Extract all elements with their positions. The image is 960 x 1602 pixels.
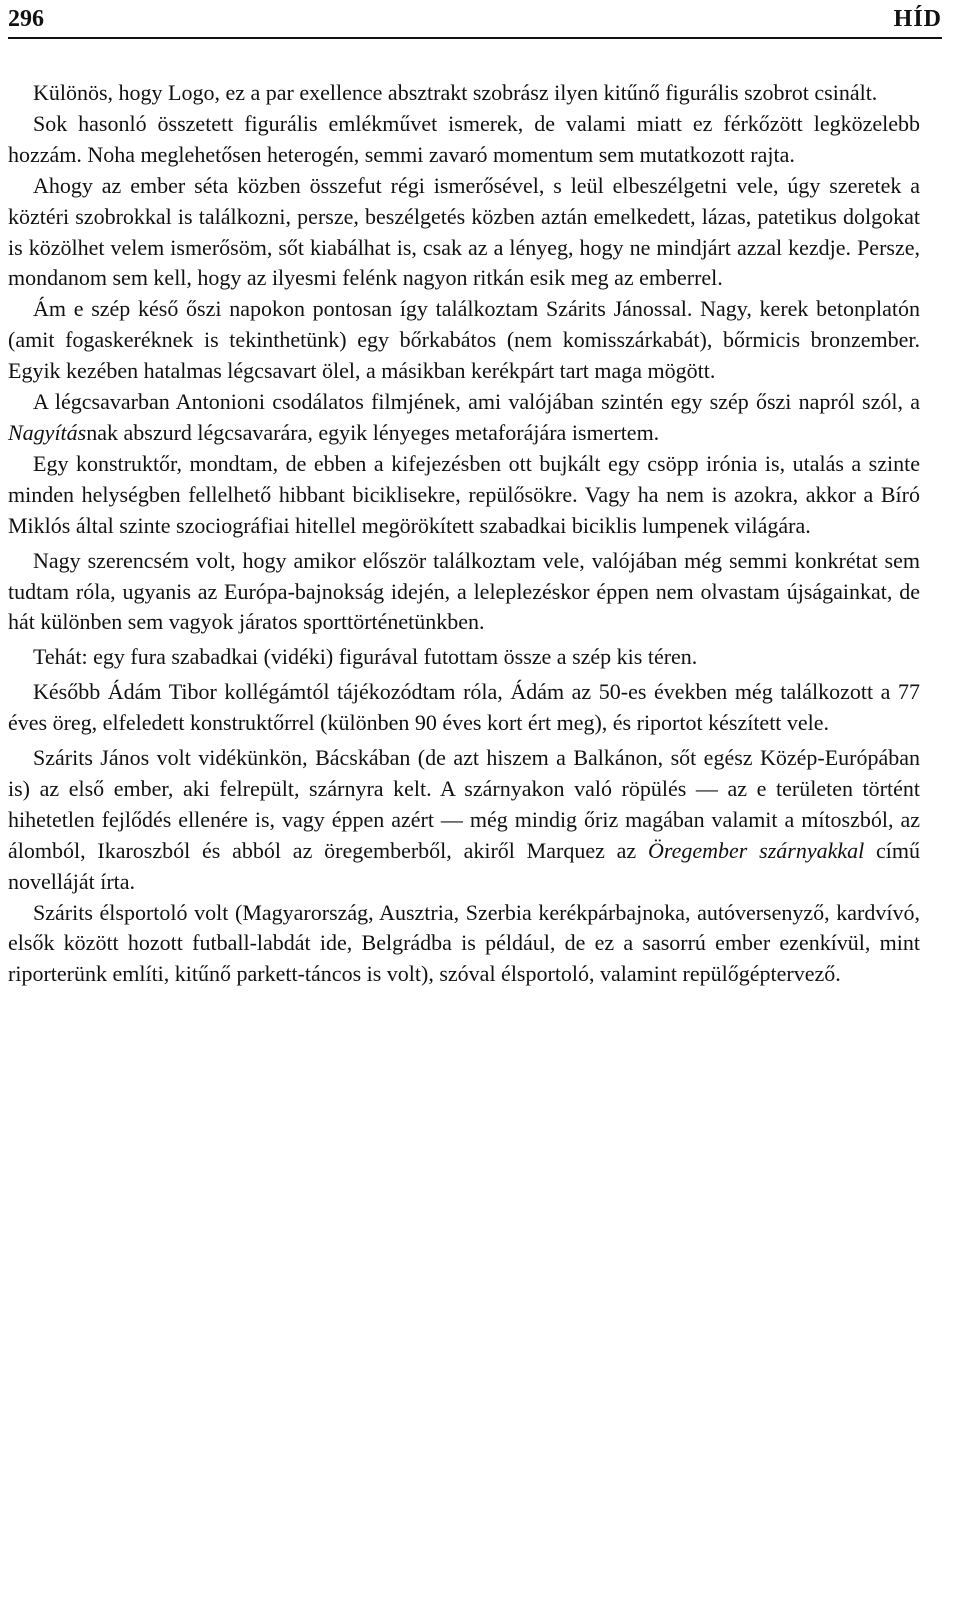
paragraph-text: A légcsavarban Antonioni csodálatos filmjének, ami valójában szintén egy szép őszi napról szól, a — [33, 389, 920, 415]
paragraph: Sok hasonló összetett figurális emlékművet ismerek, de valami miatt ez férkőzött legközelebb hozzám. Noha meglehetősen heterogén, semmi zavaró momentum sem mutatkozott rajta. — [8, 110, 920, 167]
paragraph: Tehát: egy fura szabadkai (vidéki) figurával futottam össze a szép kis téren. — [33, 644, 698, 670]
running-header — [8, 4, 942, 34]
header-rule — [8, 37, 942, 39]
paragraph-text: nak abszurd légcsavarára, egyik lényeges metaforájára ismertem. — [86, 419, 660, 445]
article-body — [8, 78, 920, 990]
italic-title: Nagyítás — [8, 419, 87, 445]
paragraph: Később Ádám Tibor kollégámtól tájékozódtam róla, Ádám az 50-es években még találkozott a 77 éves öreg, elfeledett konstruktőrrel (különben 90 éves kort ért meg), és riportot készített vele. — [8, 679, 920, 736]
paragraph — [8, 743, 920, 898]
paragraph: Ahogy az ember séta közben összefut régi ismerősével, s leül elbeszélgetni vele, úgy szeretek a köztéri szobrokkal is találkozni, persze, beszélgetés közben aztán emelkedett, lázas, patetikus dolgokat is közölhet velem ismerősöm, sőt kiabálhat is, csak az a lényeg, hogy ne mindjárt azzal kezdje. Persze, mondanom sem kell, hogy az ilyesmi felénk nagyon ritkán esik meg az emberrel. — [8, 172, 920, 291]
page-number: 296 — [8, 6, 44, 32]
running-title: HÍD — [893, 6, 942, 32]
paragraph: Szárits élsportoló volt (Magyarország, Ausztria, Szerbia kerékpárbajnoka, autóversenyző, kardvívó, elsők között hozott futball-labdát ide, Belgrádba is például, de ez a sasorrú ember ezenkívül, mint riporterünk említi, kitűnő parkett-táncos is volt), szóval élsportoló, valamint repülőgéptervező. — [8, 899, 920, 987]
paragraph-text: című novelláját írta. — [8, 837, 921, 894]
paragraph: Ám e szép késő őszi napokon pontosan így találkoztam Szárits Jánossal. Nagy, kerek betonplatón (amit fogaskeréknek is tekinthetünk) egy bőrkabátos (nem komisszárkabát), bőrmicis bronzember. Egyik kezében hatalmas légcsavart ölel, a másikban kerékpárt tart maga mögött. — [8, 296, 920, 384]
paragraph: Különös, hogy Logo, ez a par exellence absztrakt szobrász ilyen kitűnő figurális szobrot csinált. — [33, 80, 878, 105]
paragraph — [8, 387, 920, 449]
paragraph: Egy konstruktőr, mondtam, de ebben a kifejezésben ott bujkált egy csöpp irónia is, utalás a szinte minden helységben fellelhető hibbant biciklisekre, repülősökre. Vagy ha nem is azokra, akkor a Bíró Miklós által szinte szociográfiai hitellel megörökített szabadkai biciklis lumpenek világára. — [8, 450, 920, 538]
paragraph: Nagy szerencsém volt, hogy amikor először találkoztam vele, valójában még semmi konkrétat sem tudtam róla, ugyanis az Európa-bajnokság idején, a leleplezéskor éppen nem olvastam újságainkat, de hát különben sem vagyok járatos sporttörténetünkben. — [8, 547, 920, 635]
paragraph-text: Szárits János volt vidékünkön, Bácskában (de azt hiszem a Balkánon, sőt egész Közép-Európában is) az első ember, aki felrepült, szárnyra kelt. A szárnyakon való röpülés — az e területen történt hihetetlen fejlődés ellenére is, vagy éppen azért — még mindig őriz magában valamit a mítoszból, az álomból, Ikaroszból és abból az öregemberből, akiről Marquez az — [8, 745, 920, 863]
italic-title: Öregember szárnyakkal — [647, 837, 865, 863]
